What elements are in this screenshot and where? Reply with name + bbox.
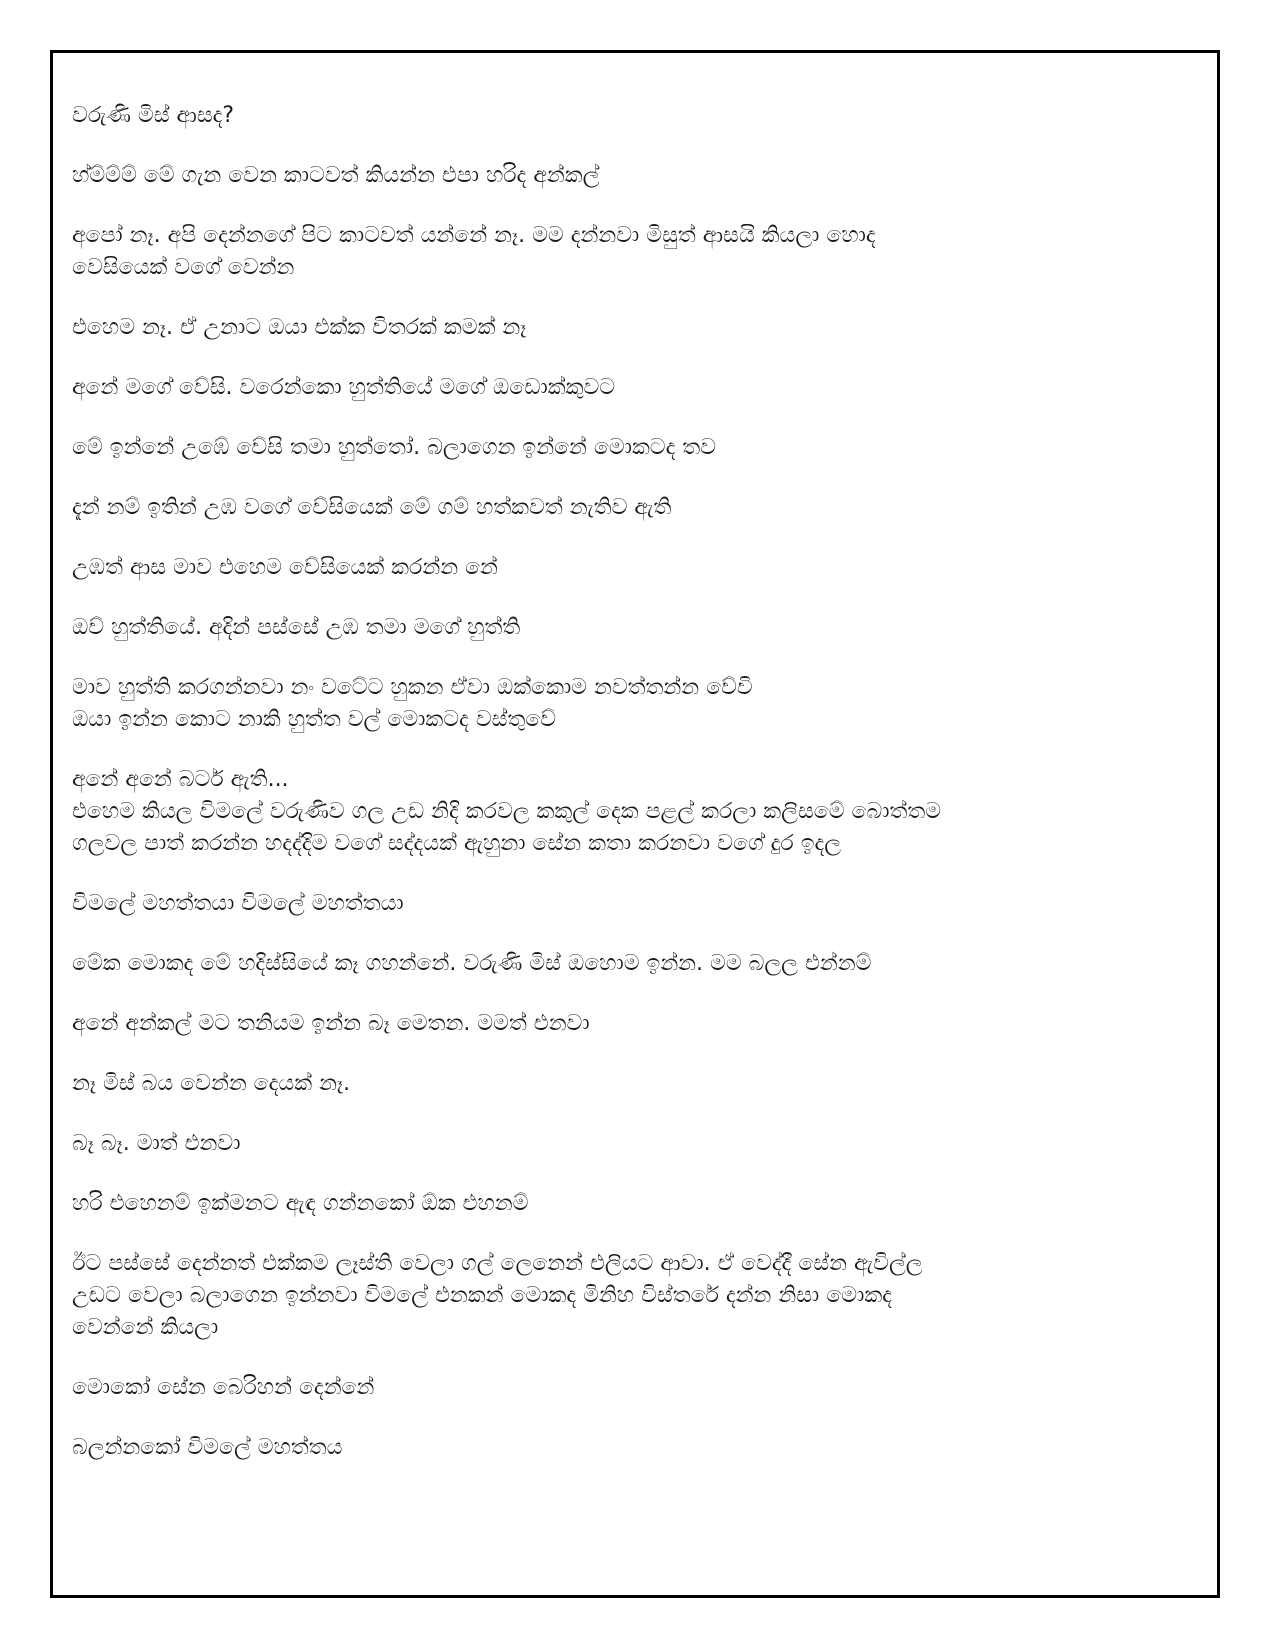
text-line: බලන්නකෝ විමලේ මහත්තය [72, 1435, 343, 1460]
document-body [72, 100, 1172, 1492]
text-line: උඹත් ආස මාව එහෙම වේසියෙක් කරන්න නේ [72, 555, 498, 580]
paragraph-11 [72, 764, 1172, 860]
paragraph-8 [72, 552, 1172, 584]
text-line: ඊට පස්සේ දෙන්නත් එක්කම ලෑස්ති වෙලා ගල් ලෙනෙන් එලියට ආවා. ඒ වෙද්දී සේන ඇවිල්ල [72, 1251, 923, 1276]
paragraph-12 [72, 888, 1172, 920]
paragraph-14 [72, 1008, 1172, 1040]
text-line: බෑ බෑ. මාත් එනවා [72, 1131, 241, 1156]
text-line: අනේ මගේ වේසි. වරෙන්කො හුත්තියේ මගේ ඔඩොක්කුවට [72, 375, 616, 400]
paragraph-19 [72, 1372, 1172, 1404]
paragraph-4 [72, 312, 1172, 344]
text-line: ඔයා ඉන්න කොට නාකි හුත්ත වල් මොකටද වස්තුවේ [72, 707, 557, 732]
text-line: එහෙම කියල විමලේ වරුණිව ගල උඩ නිදි කරවල කකුල් දෙක පළල් කරලා කලිසමේ බොත්තම [72, 799, 942, 824]
paragraph-10 [72, 672, 1172, 736]
paragraph-9 [72, 612, 1172, 644]
text-line: එහෙම නෑ. ඒ උනාට ඔයා එක්ක විතරක් කමක් නෑ [72, 315, 527, 340]
text-line: අනේ අනේ බටර් ඇති... [72, 767, 289, 792]
paragraph-15 [72, 1068, 1172, 1100]
text-line: ගලවල පාත් කරන්න හදද්දිම වගේ සද්දයක් ඇහුනා සේන කතා කරනවා වගේ දුර ඉදල [72, 831, 842, 856]
text-line: මාව හුත්ති කරගන්නවා නං වටේට හුකන ඒවා ඔක්කොම නවත්තන්න වේවි [72, 675, 753, 700]
paragraph-3 [72, 220, 1172, 284]
paragraph-2 [72, 160, 1172, 192]
text-line: මේක මොකද මේ හදිස්සියේ කෑ ගහන්නේ. වරුණි මිස් ඔහොම ඉන්න. මම බලල එන්නම් [72, 951, 872, 976]
text-line: හරි එහෙනම් ඉක්මනට ඇඳ ගන්නකෝ ඕක එහනම් [72, 1191, 529, 1216]
paragraph-1 [72, 100, 1172, 132]
text-line: අනේ අන්කල් මට තනියම ඉන්න බෑ මෙතන. මමත් එනවා [72, 1011, 590, 1036]
paragraph-20 [72, 1432, 1172, 1464]
text-line: දැන් නම් ඉතින් උඹ වගේ වේසියෙක් මේ ගම් හත්කවත් නැතිව ඇති [72, 495, 672, 520]
paragraph-17 [72, 1188, 1172, 1220]
text-line: නෑ මිස් බය වෙන්න දෙයක් නෑ. [72, 1071, 351, 1096]
text-line: අපෝ නෑ. අපි දෙන්නගේ පිට කාටවත් යන්නේ නෑ. මම දන්නවා මිසුත් ආසයි කියලා හොද [72, 223, 876, 248]
text-line: වරුණි මිස් ආසද? [72, 103, 235, 128]
text-line: මොකෝ සේන බෙරිහන් දෙන්නේ [72, 1375, 375, 1400]
text-line: ඔව් හුත්තියේ. අදින් පස්සේ උඹ තමා මගේ හුත්ති [72, 615, 521, 640]
paragraph-7 [72, 492, 1172, 524]
paragraph-6 [72, 432, 1172, 464]
paragraph-16 [72, 1128, 1172, 1160]
text-line: හ්ම්ම්ම් මේ ගැන වෙන කාටවත් කියන්න එපා හරිද අන්කල් [72, 163, 600, 188]
paragraph-5 [72, 372, 1172, 404]
text-line: උඩට වෙලා බලාගෙන ඉන්නවා විමලේ එනකන් මොකද මිනිහ විස්තරේ දන්න නිසා මොකද [72, 1283, 892, 1308]
text-line: වෙන්නේ කියලා [72, 1315, 219, 1340]
text-line: මේ ඉන්නේ උඹේ වේසි තමා හුත්තෝ. බලාගෙන ඉන්නේ මොකටද තව [72, 435, 717, 460]
paragraph-18 [72, 1248, 1172, 1344]
text-line: විමලේ මහත්තයා විමලේ මහත්තයා [72, 891, 404, 916]
paragraph-13 [72, 948, 1172, 980]
text-line: වෙසියෙක් වගේ වෙන්න [72, 255, 295, 280]
